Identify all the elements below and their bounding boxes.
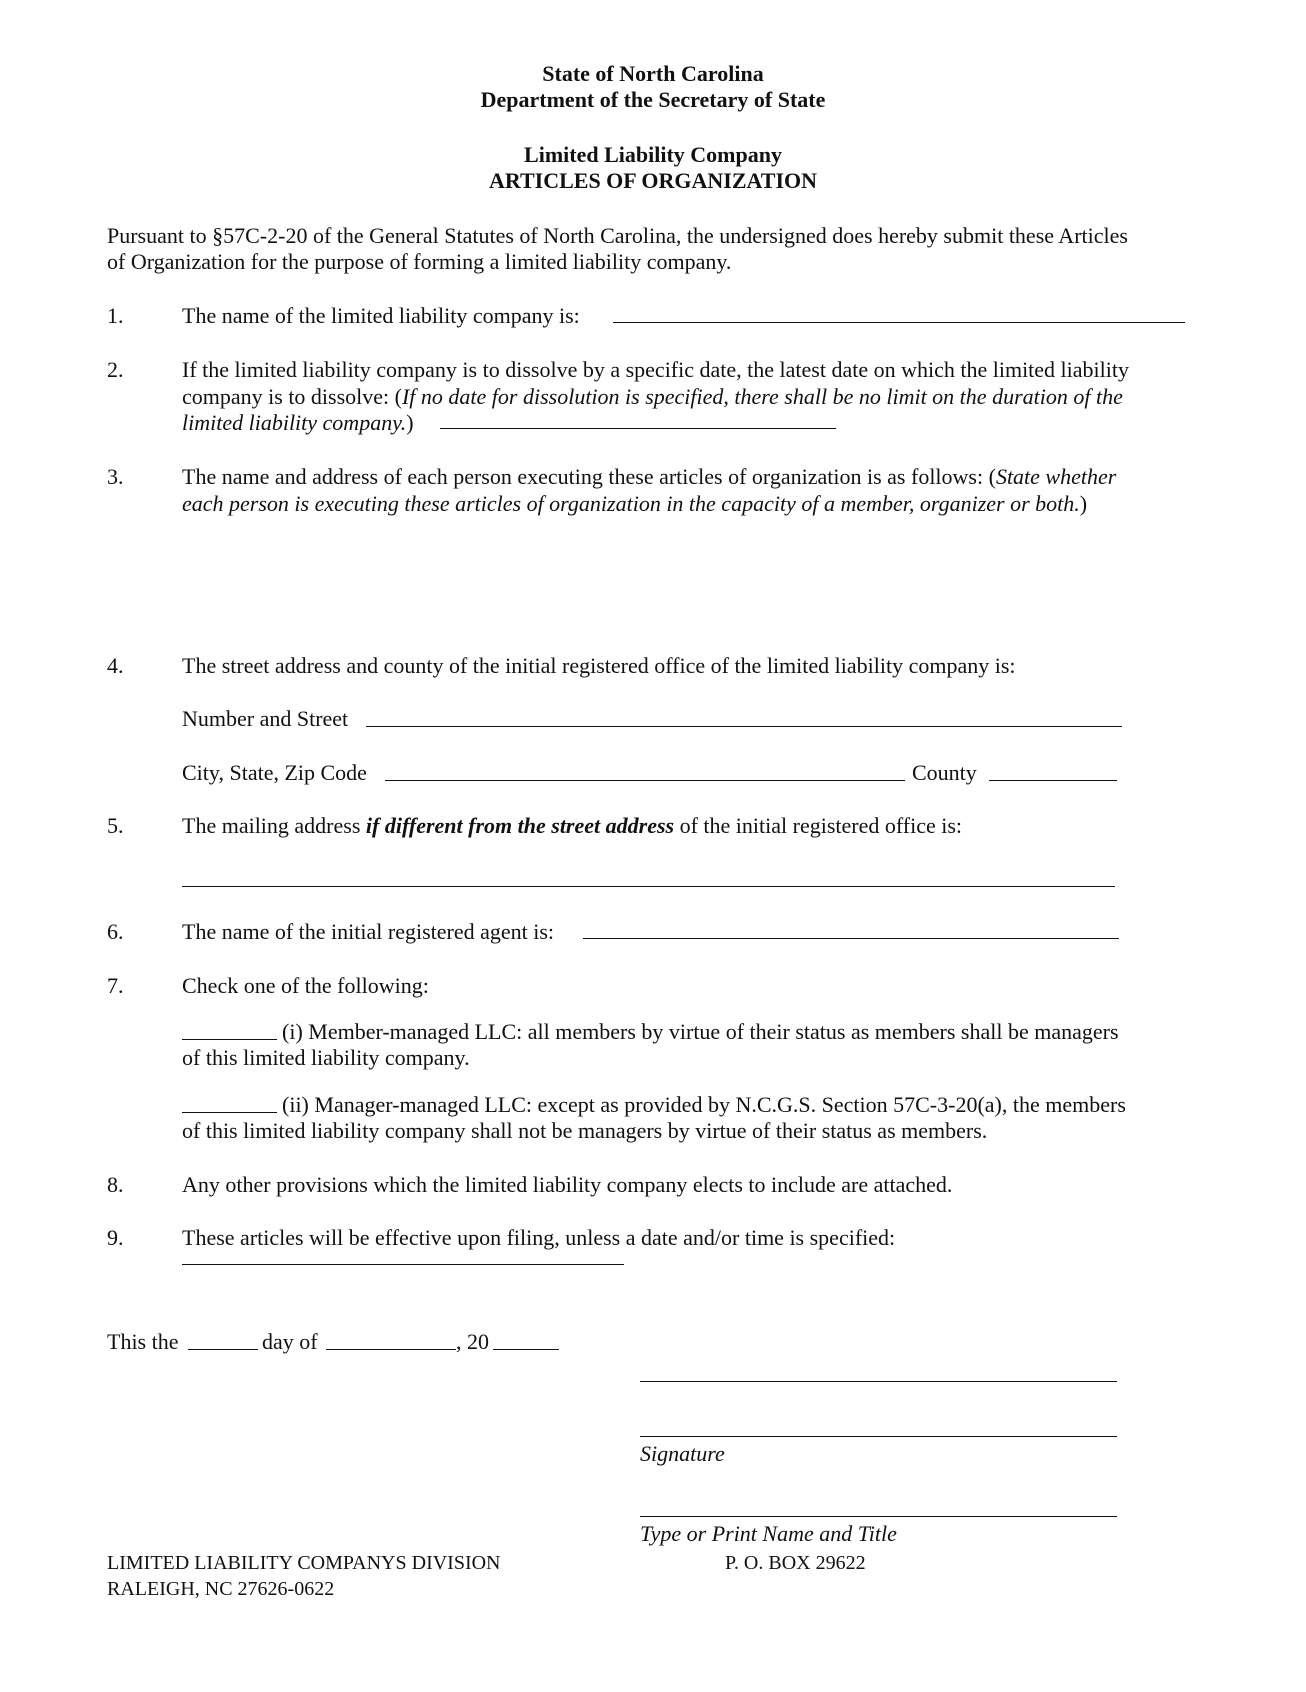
item-8-number: 8. <box>107 1172 124 1197</box>
item-3-line-1-plain: The name and address of each person executing these articles of organization is as follows: ( <box>182 464 996 489</box>
header-llc: Limited Liability Company <box>524 142 782 167</box>
item-6-number: 6. <box>107 919 124 944</box>
item-2-line-2-italic: If no date for dissolution is specified, there shall be no limit on the duration of the <box>401 384 1123 409</box>
item-4-text: The street address and county of the initial registered office of the limited liability company is: <box>182 653 1016 678</box>
item-2-line-1: If the limited liability company is to dissolve by a specific date, the latest date on which the limited liability <box>182 357 1129 382</box>
item-2-line-3-italic: limited liability company. <box>182 410 407 435</box>
member-managed-checkbox[interactable] <box>182 1039 277 1040</box>
option-1-line-2: of this limited liability company. <box>182 1045 470 1070</box>
item-2-number: 2. <box>107 357 124 382</box>
item-5-text-pre: The mailing address <box>182 813 366 838</box>
item-1-number: 1. <box>107 303 124 328</box>
signature-field-upper[interactable] <box>640 1381 1117 1382</box>
intro-line-2: of Organization for the purpose of forming a limited liability company. <box>107 249 732 274</box>
item-7-text: Check one of the following: <box>182 973 429 998</box>
footer-division: LIMITED LIABILITY COMPANYS DIVISION <box>107 1552 501 1574</box>
day-field[interactable] <box>188 1349 258 1350</box>
this-the-label: This the <box>107 1329 179 1354</box>
item-4-number: 4. <box>107 653 124 678</box>
item-2-line-2-plain: company is to dissolve: ( <box>182 384 402 409</box>
item-5-text-emphasis: if different from the street address <box>365 813 675 838</box>
page-title: ARTICLES OF ORGANIZATION <box>488 168 818 193</box>
name-title-label: Type or Print Name and Title <box>640 1521 897 1546</box>
street-field[interactable] <box>366 726 1122 727</box>
dissolution-date-field[interactable] <box>440 428 836 429</box>
item-8-text: Any other provisions which the limited liability company elects to include are attached. <box>182 1172 953 1197</box>
footer-po-box: P. O. BOX 29622 <box>725 1552 866 1574</box>
item-9-text: These articles will be effective upon filing, unless a date and/or time is specified: <box>182 1225 896 1250</box>
header-department: Department of the Secretary of State <box>480 87 826 112</box>
item-3-line-2 <box>182 490 1087 517</box>
registered-agent-field[interactable] <box>583 938 1119 939</box>
year-field[interactable] <box>493 1349 559 1350</box>
item-5-text <box>182 812 962 839</box>
manager-managed-checkbox[interactable] <box>182 1112 277 1113</box>
name-title-field[interactable] <box>640 1516 1117 1517</box>
item-5-number: 5. <box>107 813 124 838</box>
header-state: State of North Carolina <box>542 61 764 86</box>
option-1-line-1: (i) Member-managed LLC: all members by virtue of their status as members shall be managers <box>282 1019 1119 1044</box>
street-label: Number and Street <box>182 706 349 731</box>
item-3-number: 3. <box>107 464 124 489</box>
item-6-text: The name of the initial registered agent is: <box>182 919 555 944</box>
item-2-line-3-plain: ) <box>406 410 414 435</box>
item-3-line-2-italic: each person is executing these articles of organization in the capacity of a member, organizer or both. <box>182 491 1080 516</box>
year-prefix-label: , 20 <box>456 1329 489 1354</box>
month-field[interactable] <box>326 1349 456 1350</box>
item-3-line-1-italic: State whether <box>995 464 1117 489</box>
item-1-text: The name of the limited liability company is: <box>182 303 580 328</box>
item-3-line-2-plain: ) <box>1079 491 1088 516</box>
city-state-zip-field[interactable] <box>385 780 905 781</box>
item-2-line-2 <box>182 383 1123 410</box>
signature-field[interactable] <box>640 1436 1117 1437</box>
footer-city: RALEIGH, NC 27626-0622 <box>107 1578 335 1600</box>
option-2-line-2: of this limited liability company shall not be managers by virtue of their status as members. <box>182 1118 988 1143</box>
item-3-line-1 <box>182 463 1116 490</box>
mailing-address-field[interactable] <box>182 886 1115 887</box>
effective-date-field[interactable] <box>182 1264 624 1265</box>
option-2-line-1: (ii) Manager-managed LLC: except as provided by N.C.G.S. Section 57C-3-20(a), the members <box>282 1092 1126 1117</box>
item-2-line-3 <box>182 409 414 436</box>
item-9-number: 9. <box>107 1225 124 1250</box>
county-label: County <box>912 760 977 785</box>
signature-label: Signature <box>640 1441 725 1466</box>
llc-name-field[interactable] <box>613 322 1185 323</box>
intro-line-1: Pursuant to §57C-2-20 of the General Statutes of North Carolina, the undersigned does hereby submit these Articles <box>107 223 1128 248</box>
city-state-zip-label: City, State, Zip Code <box>182 760 367 785</box>
item-5-text-post: of the initial registered office is: <box>674 813 963 838</box>
day-of-label: day of <box>262 1329 318 1354</box>
item-7-number: 7. <box>107 973 124 998</box>
county-field[interactable] <box>989 780 1117 781</box>
